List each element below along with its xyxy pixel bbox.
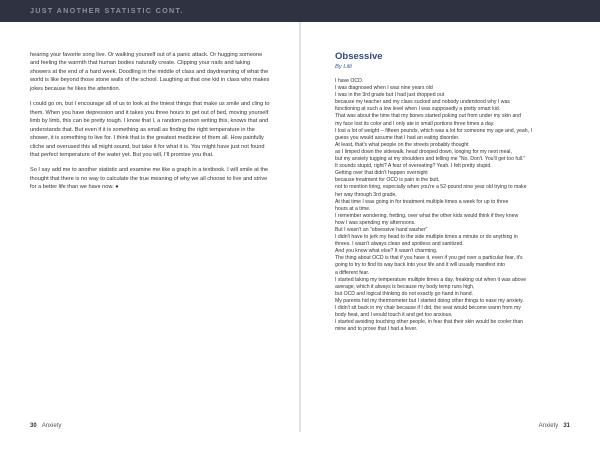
poem-body	[335, 78, 580, 333]
poem-line: It sounds stupid, right? A fear of overeating? Yeah. I felt pretty stupid.	[335, 163, 492, 170]
right-page-body	[335, 51, 580, 333]
poem-line: guess you would assume that I had an eating disorder.	[335, 134, 460, 141]
poem-line: I remember wondering, fretting, over what the other kids would think if they knew	[335, 212, 519, 219]
poem-line: I didn't sit back in my chair because if I did, the seat would become warm from my	[335, 305, 521, 311]
poem-line: The thing about OCD is that if you have it, even if you get over a particular fear, it's	[335, 255, 523, 262]
poem-line: I started taking my temperature multiple times a day, freaking out when it was above	[335, 276, 527, 283]
page-number: 31	[563, 423, 570, 429]
poem-line: hours at a time.	[335, 205, 371, 212]
poem-line: I didn't have to jerk my head to the side multiple times a minute or do anything in	[335, 234, 518, 241]
poem-line: I was in the 3rd grade but I had just dropped out	[335, 92, 445, 99]
poem-line: My parents hid my thermometer but I started doing other things to ease my anxiety.	[335, 297, 524, 304]
poem-title: Obsessive	[335, 51, 383, 62]
poem-line: That was about the time that my bones started poking out from under my skin and	[335, 113, 522, 120]
right-page-footer	[539, 423, 570, 429]
running-head: JUST ANOTHER STATISTIC CONT.	[30, 6, 184, 15]
poem-line: At least, that's what people on the streets probably thought	[335, 141, 469, 148]
poem-line: but OCD and logical thinking do not exactly go hand in hand.	[335, 290, 474, 297]
page-gutter	[299, 22, 301, 432]
poem-line: At that time I was going in for treatment multiple times a week for up to three	[335, 198, 509, 205]
poem-line: Getting over that didn't happen overnight	[335, 170, 428, 177]
poem-line: mine and to prove that I had a fever.	[335, 326, 418, 333]
body-paragraph: So I say add me to another statistic and examine me like a graph in a textbook. I will smile at the thought that there is no way to calculate the true meaning of why we all choose to live and strive for a better life than we have now. ●	[30, 167, 269, 191]
body-paragraph: hearing your favorite song live. Or walking yourself out of a panic attack. Or hugging someone and feeling the warmth that human bodies naturally create. Clipping your nails and taking showers at the end of a hard week. Doodling in the middle of class and daydreaming of what the world is like beyond those stone walls of the school. Laughing at that one kid in class who makes jokes because he likes the attention.	[30, 52, 270, 92]
poem-line: her way through 3rd grade,	[335, 191, 397, 198]
poem-line: body heat, and I would touch it and get too anxious.	[335, 312, 453, 319]
poem-line: And you know what else? It wasn't charming.	[335, 248, 438, 255]
poem-line: But I wasn't an "obsessive hand washer"	[335, 226, 428, 233]
poem-line: average, which it always is because my body temp runs high,	[335, 283, 475, 290]
poem-line: but my anxiety tugging at my shoulders and telling me "No. Don't. You'll get too full."	[335, 156, 526, 163]
poem-line: a different fear.	[335, 269, 370, 276]
poem-line: how I was spending my afternoons.	[335, 219, 416, 226]
body-paragraph: I could go on, but I encourage all of us to look at the tiniest things that make us smile and cling to them. When you have depression and it takes you three hours to get out of bed, moving yourself limb by limb, this can be pretty tough. I know that I, a random person writing this, knows that and understands that. But even if it is something as small as finding the right temperature in the shower, it is something to live for. I think that is the greatest medicine of them all. How painfully cliche and overused this all might sound, but take it for what it is. You might have just not found that perfect temperature of the water yet. But you will, I'll promise you that.	[30, 101, 270, 158]
poem-line: not to mention tiring, especially when you're a 52-pound nine year old trying to make	[335, 184, 527, 191]
left-page-body	[30, 51, 270, 199]
header-bar	[0, 0, 600, 22]
poem-line: threes. I wasn't always clean and spotless and sanitized.	[335, 241, 464, 248]
poem-byline: By Lilli	[335, 64, 352, 70]
poem-line: as I limped down the sidewalk, head drooped down, longing for my next meal,	[335, 148, 512, 155]
left-page-footer	[30, 423, 61, 429]
poem-line: I have OCD.	[335, 78, 364, 84]
poem-line: I was diagnosed when I was nine years old	[335, 85, 433, 92]
poem-line: I lost a lot of weight -- fifteen pounds, which was a lot for someone my age and, yeah, I	[335, 127, 532, 134]
poem-line: my face lost its color and I only ate in small portions three times a day.	[335, 120, 495, 127]
poem-line: functioning at such a low level when I was supposedly a pretty smart kid.	[335, 106, 501, 113]
section-name: Anxiety	[41, 423, 62, 429]
poem-line: because my teacher and my class sucked and nobody understood why I was	[335, 99, 510, 106]
page-number: 30	[30, 423, 37, 429]
poem-line: I started avoiding touching other people, in fear that their skin would be cooler than	[335, 319, 524, 326]
poem-line: because treatment for OCD is pain in the butt,	[335, 177, 440, 184]
poem-line: going to try to find its way back into your life and it will usually manifest into	[335, 262, 506, 269]
section-name: Anxiety	[538, 423, 559, 429]
